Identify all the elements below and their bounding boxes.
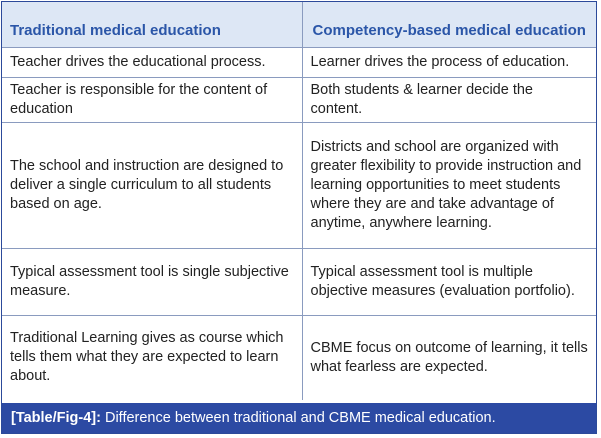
table-row (2, 122, 596, 248)
header-traditional: Traditional medical education (2, 2, 302, 47)
cell-competency: Districts and school are organized with greater flexibility to provide instruction and learning opportunities to meet students where they are and take advantage of anytime, anywhere learning. (302, 122, 596, 248)
table-row (2, 315, 596, 400)
figure-caption (2, 403, 596, 433)
cell-traditional: Traditional Learning gives as course which tells them what they are expected to learn about. (2, 315, 302, 400)
cell-competency: Both students & learner decide the content. (302, 77, 596, 122)
comparison-figure (1, 1, 597, 434)
cell-traditional: Teacher drives the educational process. (2, 47, 302, 77)
caption-tag: [Table/Fig-4]: (11, 410, 101, 426)
cell-traditional: Typical assessment tool is single subjective measure. (2, 248, 302, 315)
table-row (2, 248, 596, 315)
table-header-row (2, 2, 596, 47)
table-row (2, 47, 596, 77)
table-row (2, 77, 596, 122)
cell-competency: Typical assessment tool is multiple objective measures (evaluation portfolio). (302, 248, 596, 315)
cell-competency: CBME focus on outcome of learning, it tells what fearless are expected. (302, 315, 596, 400)
caption-text: Difference between traditional and CBME medical education. (100, 410, 496, 426)
cell-traditional: Teacher is responsible for the content of education (2, 77, 302, 122)
comparison-table (2, 2, 596, 400)
header-competency: Competency-based medical education (302, 2, 596, 47)
cell-traditional: The school and instruction are designed to deliver a single curriculum to all students based on age. (2, 122, 302, 248)
cell-competency: Learner drives the process of education. (302, 47, 596, 77)
